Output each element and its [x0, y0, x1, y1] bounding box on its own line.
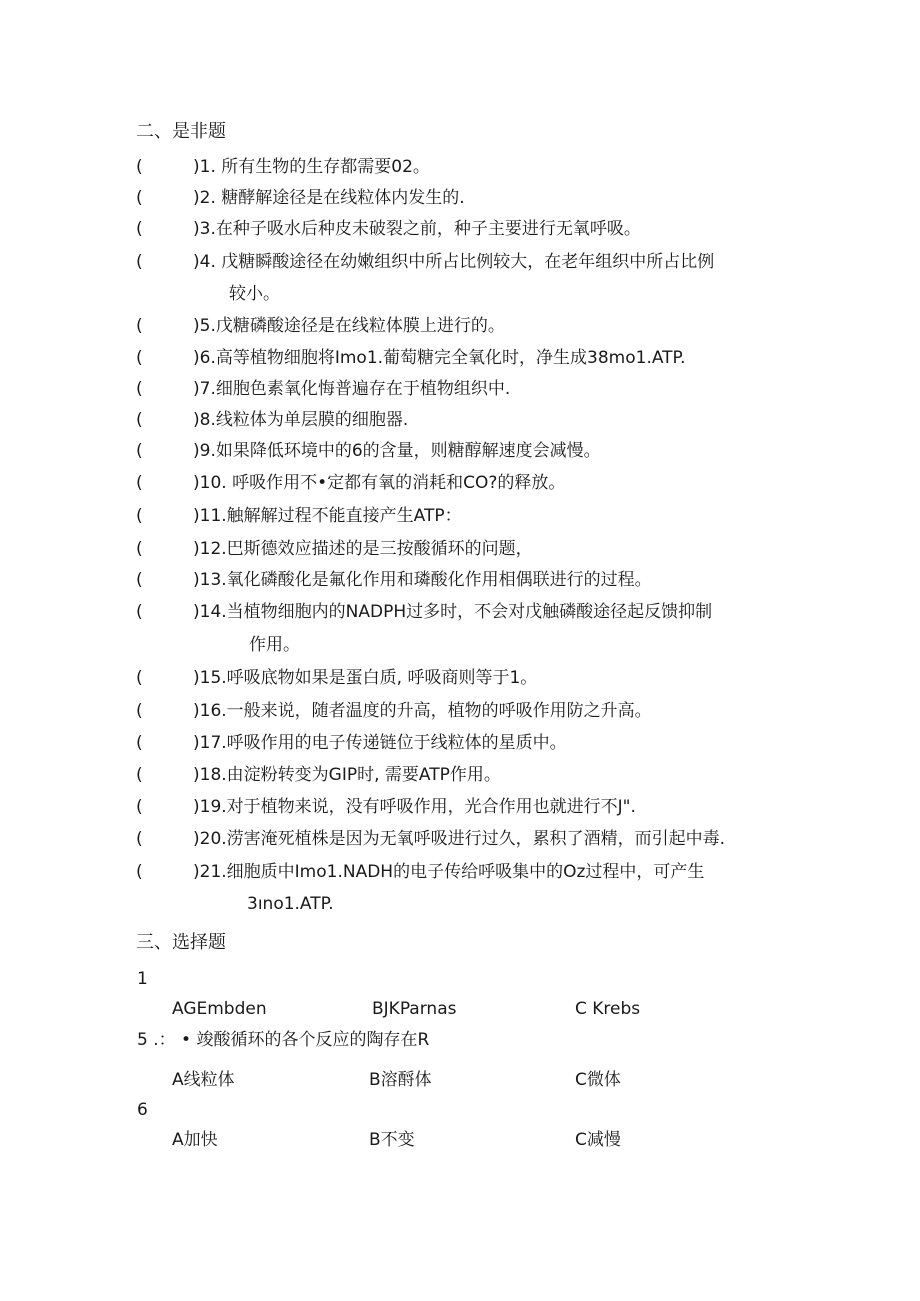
answer-paren: ( [136, 797, 143, 817]
answer-paren: ( [136, 570, 143, 590]
option-b: B不变 [369, 1130, 415, 1150]
answer-paren: ( [136, 668, 143, 688]
question-text: )8.线粒体为单层膜的细胞器. [193, 410, 409, 430]
answer-paren: ( [136, 602, 143, 622]
answer-paren: ( [136, 862, 143, 882]
question-text: )11.触解解过程不能直接产生ATP： [193, 506, 462, 526]
option-b: B溶酹体 [369, 1070, 432, 1090]
question-text: )12.巴斯德效应描述的是三按酸循环的问题， [193, 539, 533, 559]
question-text: 5 .： • 竣酸循环的各个反应的陶存在R [137, 1030, 430, 1050]
question-text-continuation: 3ıno1.ATP. [247, 894, 334, 914]
option-b: BJKParnas [372, 999, 457, 1019]
question-text: )9.如果降低环境中的6的含量，则糖醇解速度会减慢。 [193, 441, 601, 461]
section-2-heading: 二、是非题 [136, 121, 226, 142]
section-3-heading: 三、选择题 [136, 932, 226, 953]
question-text: )13.氧化磷酸化是氟化作用和璘酸化作用相偶联进行的过程。 [193, 570, 652, 590]
answer-paren: ( [136, 506, 143, 526]
answer-paren: ( [136, 829, 143, 849]
question-text: )17.呼吸作用的电子传递链位于线粒体的星质中。 [193, 733, 567, 753]
question-text: )6.高等植物细胞将Imo1.葡萄糖完全氧化时，净生成38mo1.ATP. [193, 348, 686, 368]
question-text-continuation: 作用。 [249, 635, 300, 655]
option-a: AGEmbden [172, 999, 267, 1019]
option-c: C减慢 [575, 1130, 621, 1150]
option-a: A线粒体 [172, 1070, 235, 1090]
answer-paren: ( [136, 219, 143, 239]
answer-paren: ( [136, 539, 143, 559]
option-a: A加快 [172, 1130, 218, 1150]
question-text: )1. 所有生物的生存都需要02。 [193, 157, 430, 177]
question-text: )14.当植物细胞内的NADPH过多时，不会对戊触磷酸途径起反馈抑制 [193, 602, 713, 622]
question-text: )19.对于植物来说，没有呼吸作用，光合作用也就进行不J". [193, 797, 636, 817]
question-number: 6 [137, 1100, 148, 1120]
question-text: )3.在种子吸水后种皮未破裂之前，种子主要进行无氧呼吸。 [193, 219, 641, 239]
answer-paren: ( [136, 701, 143, 721]
question-number: 1 [137, 969, 148, 989]
option-c: C微体 [575, 1070, 621, 1090]
answer-paren: ( [136, 441, 143, 461]
answer-paren: ( [136, 410, 143, 430]
question-text: )16.一般来说，随者温度的升高，植物的呼吸作用防之升高。 [193, 701, 652, 721]
answer-paren: ( [136, 316, 143, 336]
question-text: )15.呼吸底物如果是蛋白质, 呼吸商则等于1。 [193, 668, 538, 688]
answer-paren: ( [136, 379, 143, 399]
question-text: )20.涝害淹死植株是因为无氧呼吸进行过久，累积了酒精，而引起中毒. [193, 829, 726, 849]
question-text: )21.细胞质中Imo1.NADH的电子传给呼吸集中的Oz过程中，可产生 [193, 862, 705, 882]
question-text: )2. 糖酵解途径是在线粒体内发生的. [193, 188, 465, 208]
answer-paren: ( [136, 473, 143, 493]
option-c: C Krebs [575, 999, 641, 1019]
question-text: )10. 呼吸作用不•定都有氧的消耗和CO?的释放。 [193, 473, 566, 493]
answer-paren: ( [136, 157, 143, 177]
question-text: )7.细胞色素氧化悔普遍存在于植物组织中. [193, 379, 511, 399]
question-text-continuation: 较小。 [229, 284, 280, 304]
answer-paren: ( [136, 765, 143, 785]
question-text: )5.戊糖磷酸途径是在线粒体膜上进行的。 [193, 316, 505, 336]
question-text: )4. 戊糖瞬酸途径在幼嫩组织中所占比例较大，在老年组织中所占比例 [193, 252, 715, 272]
answer-paren: ( [136, 188, 143, 208]
answer-paren: ( [136, 733, 143, 753]
question-text: )18.由淀粉转变为GIP时, 需要ATP作用。 [193, 765, 501, 785]
answer-paren: ( [136, 252, 143, 272]
answer-paren: ( [136, 348, 143, 368]
